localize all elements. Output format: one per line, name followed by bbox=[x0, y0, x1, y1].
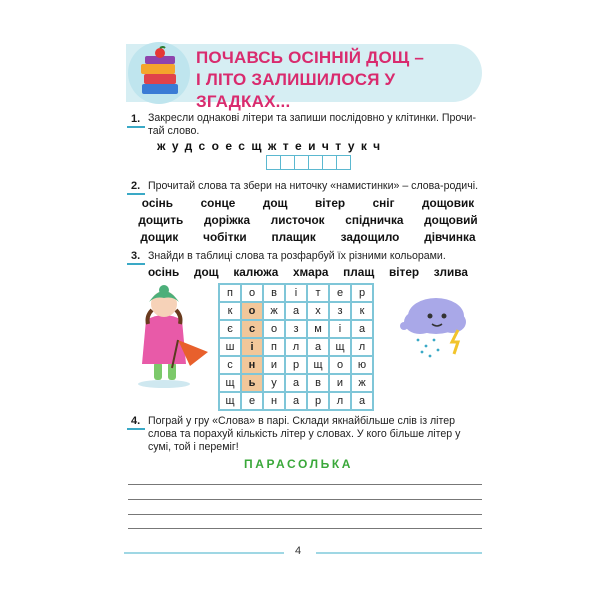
word: задощило bbox=[340, 230, 400, 244]
grid-cell[interactable]: с bbox=[241, 320, 263, 338]
answer-cell[interactable] bbox=[266, 155, 281, 170]
task-4-line-2: слова та порахуй кількість літер у словах. У кого більше літер у bbox=[148, 428, 461, 440]
books-apple-icon bbox=[138, 46, 182, 98]
task-4-line-1: Пограй у гру «Слова» в парі. Склади якнайбільше слів із літер bbox=[148, 415, 456, 427]
rain-cloud-illustration bbox=[398, 292, 472, 362]
word: доріжка bbox=[204, 213, 251, 227]
answer-cell[interactable] bbox=[322, 155, 337, 170]
task-1-line-1: Закресли однакові літери та запиши послідовно у клітинки. Прочи- bbox=[148, 112, 477, 124]
task-1-text bbox=[148, 112, 476, 138]
grid-cell[interactable]: з bbox=[285, 320, 307, 338]
word: осінь bbox=[141, 196, 174, 210]
wordsearch-word: хмара bbox=[293, 265, 329, 279]
task-4-number: 4. bbox=[131, 415, 141, 427]
word-row-1 bbox=[128, 196, 488, 210]
grid-cell[interactable]: р bbox=[307, 392, 329, 410]
word: сонце bbox=[200, 196, 236, 210]
task-3-text: Знайди в таблиці слова та розфарбуй їх різними кольорами. bbox=[148, 250, 446, 262]
task-4-line-3: сумі, той і переміг! bbox=[148, 441, 239, 453]
word: дощовик bbox=[422, 196, 475, 210]
writing-line[interactable] bbox=[128, 514, 482, 515]
wordsearch-word: осінь bbox=[148, 265, 180, 279]
grid-cell[interactable]: щ bbox=[329, 338, 351, 356]
grid-cell[interactable]: о bbox=[241, 284, 263, 302]
grid-cell[interactable]: з bbox=[329, 302, 351, 320]
writing-line[interactable] bbox=[128, 484, 482, 485]
grid-cell[interactable]: е bbox=[329, 284, 351, 302]
grid-cell[interactable]: о bbox=[241, 302, 263, 320]
grid-cell[interactable]: є bbox=[219, 320, 241, 338]
grid-cell[interactable]: у bbox=[263, 374, 285, 392]
word: дощик bbox=[140, 230, 179, 244]
grid-cell[interactable]: а bbox=[285, 392, 307, 410]
task-1-number: 1. bbox=[131, 113, 141, 125]
writing-line[interactable] bbox=[128, 499, 482, 500]
task-3-number: 3. bbox=[131, 250, 141, 262]
grid-cell[interactable]: и bbox=[329, 374, 351, 392]
grid-cell[interactable]: т bbox=[307, 284, 329, 302]
grid-cell[interactable]: х bbox=[307, 302, 329, 320]
girl-with-umbrella-illustration bbox=[128, 280, 218, 390]
word: чобітки bbox=[203, 230, 247, 244]
grid-cell[interactable]: в bbox=[307, 374, 329, 392]
answer-cell[interactable] bbox=[280, 155, 295, 170]
grid-cell[interactable]: о bbox=[329, 356, 351, 374]
title-line-2: І ЛІТО ЗАЛИШИЛОСЯ У ЗГАДКАХ... bbox=[196, 70, 396, 111]
grid-cell[interactable]: а bbox=[285, 374, 307, 392]
page-number: 4 bbox=[295, 545, 302, 557]
grid-cell[interactable]: щ bbox=[307, 356, 329, 374]
word: дівчинка bbox=[424, 230, 476, 244]
title-line-1: ПОЧАВСЬ ОСІННІЙ ДОЩ – bbox=[196, 48, 424, 67]
wordsearch-word: плащ bbox=[343, 265, 375, 279]
answer-cells[interactable] bbox=[266, 155, 350, 170]
grid-cell[interactable]: а bbox=[351, 392, 373, 410]
word-row-3 bbox=[128, 230, 488, 244]
wordsearch-grid[interactable] bbox=[218, 283, 374, 411]
answer-cell[interactable] bbox=[294, 155, 309, 170]
word: плащик bbox=[271, 230, 316, 244]
grid-cell[interactable]: в bbox=[263, 284, 285, 302]
grid-cell[interactable]: е bbox=[241, 392, 263, 410]
word: спідничка bbox=[345, 213, 404, 227]
grid-cell[interactable]: о bbox=[263, 320, 285, 338]
word: дощовий bbox=[424, 213, 478, 227]
answer-cell[interactable] bbox=[336, 155, 351, 170]
grid-cell[interactable]: м bbox=[307, 320, 329, 338]
footer-divider-left bbox=[124, 552, 284, 554]
grid-cell[interactable]: л bbox=[351, 338, 373, 356]
wordsearch-word: злива bbox=[433, 265, 468, 279]
task-2-text: Прочитай слова та збери на ниточку «намистинки» – слова-родичі. bbox=[148, 180, 479, 192]
word: дощить bbox=[138, 213, 184, 227]
word: листочок bbox=[270, 213, 325, 227]
word-row-2 bbox=[128, 213, 488, 227]
footer-divider-right bbox=[316, 552, 482, 554]
grid-cell[interactable]: л bbox=[329, 392, 351, 410]
wordsearch-words bbox=[148, 265, 468, 279]
grid-cell[interactable]: і bbox=[241, 338, 263, 356]
grid-cell[interactable]: и bbox=[263, 356, 285, 374]
grid-cell[interactable]: к bbox=[351, 302, 373, 320]
word: вітер bbox=[315, 196, 346, 210]
grid-cell[interactable]: ш bbox=[219, 338, 241, 356]
grid-cell[interactable]: ь bbox=[241, 374, 263, 392]
wordsearch-word: калюжа bbox=[233, 265, 279, 279]
grid-cell[interactable]: п bbox=[219, 284, 241, 302]
letter-sequence: жудсоесщжтеичтукч bbox=[157, 139, 387, 153]
page-title bbox=[196, 47, 482, 113]
wordsearch-word: вітер bbox=[389, 265, 420, 279]
grid-cell[interactable]: с bbox=[219, 356, 241, 374]
grid-cell[interactable]: к bbox=[219, 302, 241, 320]
grid-cell[interactable]: ж bbox=[263, 302, 285, 320]
grid-cell[interactable]: н bbox=[263, 392, 285, 410]
writing-line[interactable] bbox=[128, 528, 482, 529]
grid-cell[interactable]: н bbox=[241, 356, 263, 374]
task-1-line-2: тай слово. bbox=[148, 125, 200, 137]
grid-cell[interactable]: а bbox=[307, 338, 329, 356]
grid-cell[interactable]: ю bbox=[351, 356, 373, 374]
task-4-text bbox=[148, 415, 460, 454]
grid-cell[interactable]: р bbox=[285, 356, 307, 374]
game-word: ПАРАСОЛЬКА bbox=[244, 457, 354, 471]
grid-cell[interactable]: р bbox=[351, 284, 373, 302]
grid-cell[interactable]: ж bbox=[351, 374, 373, 392]
grid-cell[interactable]: л bbox=[285, 338, 307, 356]
answer-cell[interactable] bbox=[308, 155, 323, 170]
grid-cell[interactable]: щ bbox=[219, 374, 241, 392]
grid-cell[interactable]: а bbox=[351, 320, 373, 338]
grid-cell[interactable]: щ bbox=[219, 392, 241, 410]
grid-cell[interactable]: і bbox=[285, 284, 307, 302]
task-2-number: 2. bbox=[131, 180, 141, 192]
grid-cell[interactable]: і bbox=[329, 320, 351, 338]
grid-cell[interactable]: п bbox=[263, 338, 285, 356]
wordsearch-word: дощ bbox=[193, 265, 219, 279]
grid-cell[interactable]: а bbox=[285, 302, 307, 320]
word: сніг bbox=[372, 196, 395, 210]
word: дощ bbox=[262, 196, 288, 210]
